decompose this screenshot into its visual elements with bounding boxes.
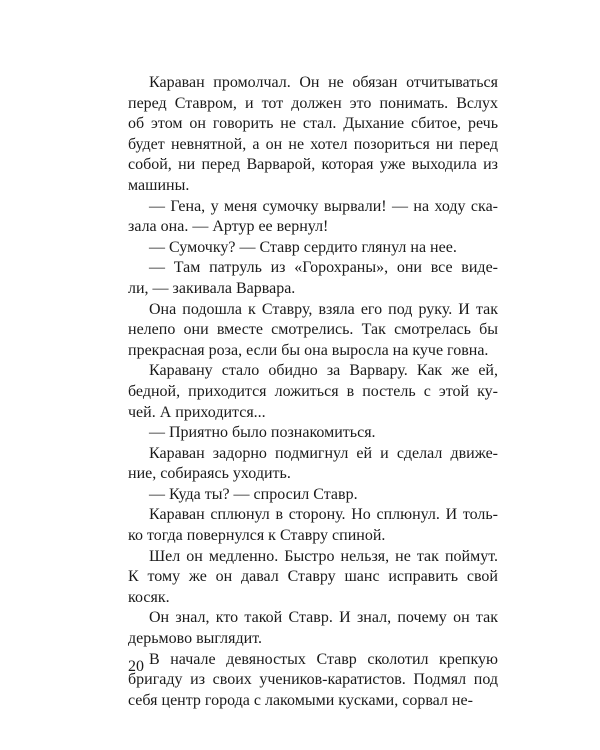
text-line: бедной, приходится ложиться в постель с этой ку- (128, 382, 498, 400)
text-line: чей. А приходится... (128, 403, 266, 421)
text-line: машины. (128, 176, 190, 194)
text-line: — Приятно было познакомиться. (149, 424, 376, 442)
text-line: будет невнятной, а он не хотел позориться ни перед (128, 135, 498, 153)
text-line: Шел он медленно. Быстро нельзя, не так поймут. (149, 547, 498, 565)
text-line: Караван промолчал. Он не обязан отчитываться (149, 74, 498, 91)
text-line: собой, ни перед Варварой, которая уже выходила из (128, 156, 498, 174)
text-line: — Сумочку? — Ставр сердито глянул на нее. (149, 238, 457, 256)
body-text (128, 73, 498, 711)
text-line: Она подошла к Ставру, взяла его под руку. И так (149, 300, 498, 318)
text-line: Караван сплюнул в сторону. Но сплюнул. И толь- (149, 506, 498, 524)
text-line: Он знал, кто такой Ставр. И знал, почему он так (149, 609, 498, 627)
text-line: косяк. (128, 588, 170, 606)
text-line: об этом он говорить не стал. Дыхание сбитое, речь (128, 115, 498, 133)
text-line: — Куда ты? — спросил Ставр. (149, 485, 358, 503)
text-line: — Гена, у меня сумочку вырвали! — на ходу ска- (149, 197, 498, 215)
text-line: ние, собираясь уходить. (128, 465, 291, 483)
text-line: нелепо они вместе смотрелись. Так смотрелась бы (128, 321, 498, 339)
text-line: ко тогда повернулся к Ставру спиной. (128, 527, 386, 545)
text-line: ли, — закивала Варвара. (128, 279, 296, 297)
text-line: К тому же он давал Ставру шанс исправить свой (128, 568, 498, 586)
text-line: дерьмово выглядит. (128, 630, 262, 648)
text-line: В начале девяностых Ставр сколотил крепкую (149, 650, 498, 668)
text-line: себя центр города с лакомыми кусками, сорвал не- (128, 691, 473, 709)
text-line: — Там патруль из «Горохраны», они все виде- (149, 259, 498, 277)
text-line: бригаду из своих учеников-каратистов. Подмял под (128, 671, 498, 689)
text-line: перед Ставром, и тот должен это понимать. Вслух (128, 94, 498, 112)
text-line: прекрасная роза, если бы она выросла на куче говна. (128, 341, 489, 359)
text-line: Каравану стало обидно за Варвару. Как же ей, (149, 362, 498, 380)
page-number: 20 (128, 658, 144, 675)
text-line: Караван задорно подмигнул ей и сделал движе- (149, 444, 498, 462)
text-line: зала она. — Артур ее вернул! (128, 218, 329, 236)
